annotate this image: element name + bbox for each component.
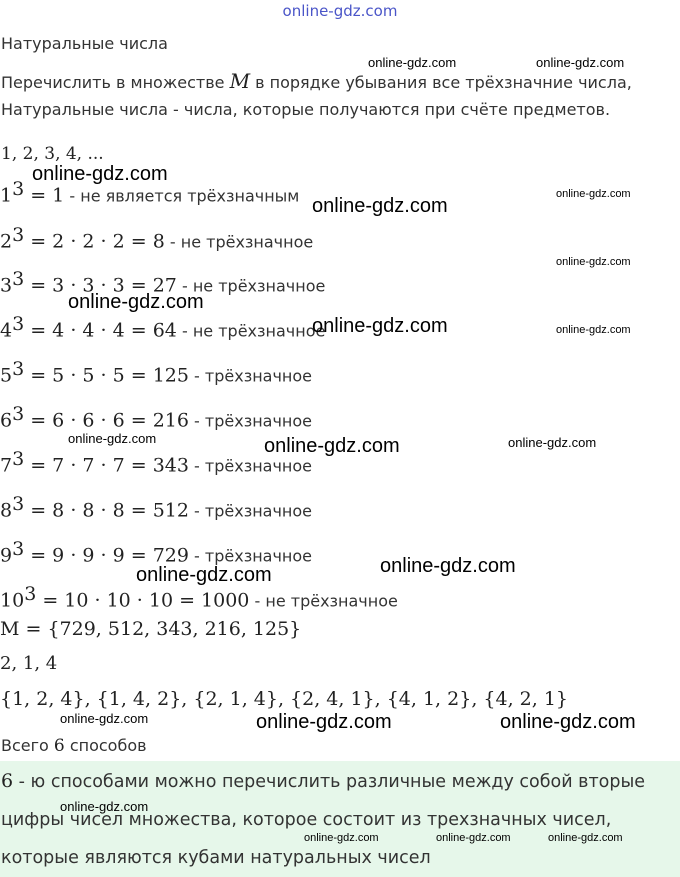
cube-expression: = 5 · 5 · 5 = 125 [24,364,189,387]
watermark: online-gdz.com [436,832,511,844]
cube-exponent: 3 [12,403,25,425]
watermark: online-gdz.com [68,291,204,313]
cube-row [0,224,313,252]
cube-base: 2 [0,230,13,253]
answer-number: 6 [1,770,14,792]
cube-row [0,403,312,431]
cube-base: 10 [0,589,25,612]
watermark: online-gdz.com [60,711,149,726]
cube-exponent: 3 [24,583,37,605]
set-m: M = {729, 512, 343, 216, 125} [0,618,302,640]
watermark: online-gdz.com [136,564,272,586]
cube-description: - не трёхзначное [164,232,314,252]
permutations: {1, 2, 4}, {1, 4, 2}, {2, 1, 4}, {2, 4, 1}, {4, 1, 2}, {4, 2, 1} [0,688,568,710]
watermark: online-gdz.com [256,711,392,733]
cube-base: 3 [0,274,13,297]
watermark: online-gdz.com [508,435,597,450]
cube-exponent: 3 [12,493,25,515]
cube-description: - трёхзначное [188,411,313,431]
cube-base: 6 [0,409,13,432]
total-number: 6 [53,736,65,756]
watermark: online-gdz.com [312,315,448,337]
cube-row [0,583,398,611]
cube-exponent: 3 [12,313,25,335]
cube-row [0,358,312,386]
total-ways [1,736,147,756]
total-before: Всего [1,736,54,755]
answer-text-1: - ю способами можно перечислить различные между собой вторые [13,772,646,792]
cube-expression: = 6 · 6 · 6 = 216 [24,409,189,432]
watermark: online-gdz.com [536,55,625,70]
watermark: online-gdz.com [380,555,516,577]
cube-base: 9 [0,544,13,567]
cube-expression: = 9 · 9 · 9 = 729 [24,544,189,567]
cube-row [0,313,325,341]
cube-base: 5 [0,364,13,387]
digit-list: 2, 1, 4 [0,653,58,674]
cube-expression: = 7 · 7 · 7 = 343 [24,454,189,477]
cube-description: - не трёхзначное [176,321,326,341]
cube-expression: = 8 · 8 · 8 = 512 [24,499,189,522]
total-after: способов [64,736,147,755]
cube-row [0,538,312,566]
cube-base: 1 [0,184,13,207]
cube-expression: = 4 · 4 · 4 = 64 [24,319,177,342]
task-variable: M [229,69,251,93]
cube-expression: = 1 [24,184,65,207]
cube-expression: = 3 · 3 · 3 = 27 [24,274,177,297]
cube-base: 8 [0,499,13,522]
definition-text: Натуральные числа - числа, которые получаются при счёте предметов. [1,100,611,119]
cube-row [0,493,312,521]
cube-exponent: 3 [12,268,25,290]
watermark: online-gdz.com [264,435,400,457]
watermark: online-gdz.com [32,163,168,185]
cube-description: - трёхзначное [188,366,313,386]
site-header-link[interactable]: online-gdz.com [282,2,398,20]
cube-description: - трёхзначное [188,456,313,476]
task-text-before: Перечислить в множестве [1,73,230,92]
cube-description: - трёхзначное [188,546,313,566]
section-heading: Натуральные числа [1,34,168,53]
watermark: online-gdz.com [68,431,157,446]
answer-line-2: цифры чисел множества, которое состоит из трехзначных чисел, [1,810,612,830]
cube-expression: = 2 · 2 · 2 = 8 [24,230,165,253]
answer-line-3: которые являются кубами натуральных чисел [1,848,431,868]
watermark: online-gdz.com [548,832,623,844]
watermark: online-gdz.com [312,195,448,217]
cube-description: - трёхзначное [188,501,313,521]
cube-description: - не является трёхзначным [64,186,300,206]
cube-description: - не трёхзначное [176,276,326,296]
natural-sequence: 1, 2, 3, 4, ... [1,144,104,164]
cube-exponent: 3 [12,224,25,246]
cube-exponent: 3 [12,358,25,380]
cube-base: 7 [0,454,13,477]
cube-exponent: 3 [12,448,25,470]
watermark: online-gdz.com [556,188,631,200]
task-text-after: в порядке убывания все трёхзначние числа, [250,73,632,92]
cube-exponent: 3 [12,538,25,560]
watermark: online-gdz.com [304,832,379,844]
answer-line-1 [1,770,645,792]
task-statement [1,69,632,93]
watermark: online-gdz.com [556,324,631,336]
cube-base: 4 [0,319,13,342]
watermark: online-gdz.com [368,55,457,70]
cube-exponent: 3 [12,178,25,200]
watermark: online-gdz.com [556,256,631,268]
watermark: online-gdz.com [60,799,149,814]
watermark: online-gdz.com [500,711,636,733]
cube-description: - не трёхзначное [249,591,398,611]
cube-expression: = 10 · 10 · 10 = 1000 [36,589,250,612]
